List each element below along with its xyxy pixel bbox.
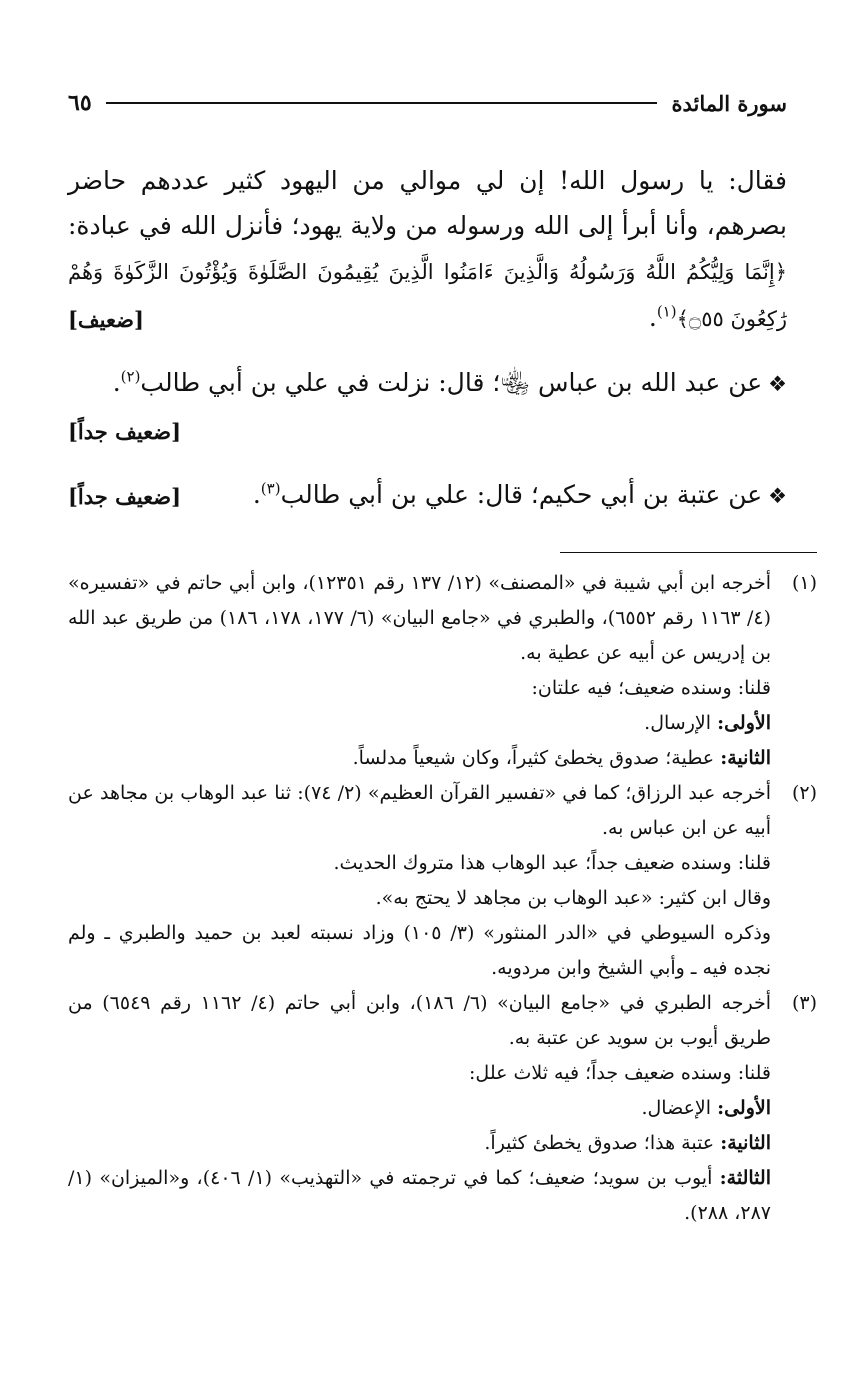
footnote-line: وذكره السيوطي في «الدر المنثور» (٣/ ١٠٥) وزاد نسبته لعبد بن حميد والطبري ـ ولم نجده فيه ـ وأبي الشيخ وابن مردويه. (68, 922, 772, 979)
footnote-label-text: عطية؛ صدوق يخطئ كثيراً، وكان شيعياً مدلساً. (352, 747, 721, 769)
paragraph-3-end: . (252, 480, 261, 509)
paragraph-2-text: عن عبد الله بن عباس ﵄؛ قال: نزلت في علي بن أبي طالب (140, 368, 763, 397)
footnote-number: (٣) (791, 992, 817, 1014)
page-header (68, 86, 787, 120)
footnote-2 (68, 776, 817, 986)
footnote-line (68, 741, 771, 776)
paragraph-3 (68, 472, 787, 519)
footnote-number: (٢) (791, 782, 817, 804)
page-number: ٦٥ (68, 90, 92, 116)
footnote-separator (560, 552, 817, 553)
footnote-label: الثالثة: (719, 1167, 771, 1189)
footnote-label: الثانية: (720, 1132, 771, 1154)
bullet-icon: ❖ (768, 484, 787, 508)
footnote-label-text: الإعضال. (641, 1097, 718, 1119)
grade-label-1: [ضعيف] (68, 307, 144, 332)
footnote-line: قلنا: وسنده ضعيف؛ فيه علتان: (531, 677, 771, 699)
paragraph-1-text: فقال: يا رسول الله! إن لي موالي من اليهود كثير عددهم حاضر بصرهم، وأنا أبرأ إلى الله ورسوله من ولاية يهود؛ فأنزل الله في عبادة: (68, 166, 787, 240)
paragraph-1-end: . (648, 303, 657, 332)
footnote-label: الأولى: (717, 1097, 771, 1119)
footnote-label-text: أيوب بن سويد؛ ضعيف؛ كما في ترجمته في «التهذيب» (١/ ٤٠٦)، و«الميزان» (١/ ٢٨٧، ٢٨٨). (68, 1167, 771, 1224)
header-rule (106, 102, 658, 104)
footnote-number: (١) (791, 572, 817, 594)
footnote-label: الأولى: (717, 712, 771, 734)
footnote-line: أخرجه الطبري في «جامع البيان» (٦/ ١٨٦)، وابن أبي حاتم (٤/ ١١٦٢ رقم ٦٥٤٩) من طريق أيوب بن سويد عن عتبة به. (68, 992, 771, 1049)
footnote-ref-2: (٢) (120, 367, 141, 386)
paragraph-2 (68, 360, 787, 444)
footnote-ref-3: (٣) (260, 479, 281, 498)
footnote-line (68, 1126, 771, 1161)
grade-label-3: [ضعيف جداً] (68, 484, 182, 509)
footnote-line: وقال ابن كثير: «عبد الوهاب بن مجاهد لا يحتج به». (375, 887, 771, 909)
footnote-3 (68, 986, 817, 1231)
bullet-icon: ❖ (768, 372, 787, 396)
grade-label-2: [ضعيف جداً] (68, 419, 182, 444)
footnote-line: قلنا: وسنده ضعيف جداً؛ عبد الوهاب هذا متروك الحديث. (333, 852, 771, 874)
footnote-line (68, 706, 771, 741)
footnote-line: قلنا: وسنده ضعيف جداً؛ فيه ثلاث علل: (469, 1062, 771, 1084)
surah-title: سورة المائدة (671, 90, 787, 116)
footnote-ref-1: (١) (656, 302, 677, 321)
footnote-line: أخرجه عبد الرزاق؛ كما في «تفسير القرآن العظيم» (٢/ ٧٤): ثنا عبد الوهاب بن مجاهد عن أبيه عن ابن عباس به. (68, 782, 771, 839)
paragraph-1 (68, 158, 787, 342)
paragraph-3-text: عن عتبة بن أبي حكيم؛ قال: علي بن أبي طالب (280, 480, 763, 509)
footnote-line (68, 1091, 771, 1126)
footnote-line: أخرجه ابن أبي شيبة في «المصنف» (١٢/ ١٣٧ رقم ١٢٣٥١)، وابن أبي حاتم في «تفسيره» (٤/ ١١٦٣ رقم ٦٥٥٢)، والطبري في «جامع البيان» (٦/ ١٧٧، ١٧٨، ١٨٦) من طريق عبد الله بن إدريس عن أبيه عن عطية به. (68, 572, 772, 664)
footnote-line (68, 1161, 771, 1231)
footnote-label-text: الإرسال. (644, 712, 718, 734)
footnote-1 (68, 566, 817, 776)
footnote-label-text: عتبة هذا؛ صدوق يخطئ كثيراً. (484, 1132, 721, 1154)
footnotes (68, 566, 817, 1231)
paragraph-2-end: . (112, 368, 121, 397)
footnote-label: الثانية: (720, 747, 771, 769)
main-text (68, 158, 787, 519)
quran-verse: ﴿إِنَّمَا وَلِيُّكُمُ اللَّهُ وَرَسُولُهُ وَالَّذِينَ ءَامَنُوا الَّذِينَ يُقِيمُونَ الصَّلَوٰةَ وَيُؤْتُونَ الزَّكَوٰةَ وَهُمْ رَٰكِعُونَ ۝٥٥﴾ (68, 260, 787, 331)
